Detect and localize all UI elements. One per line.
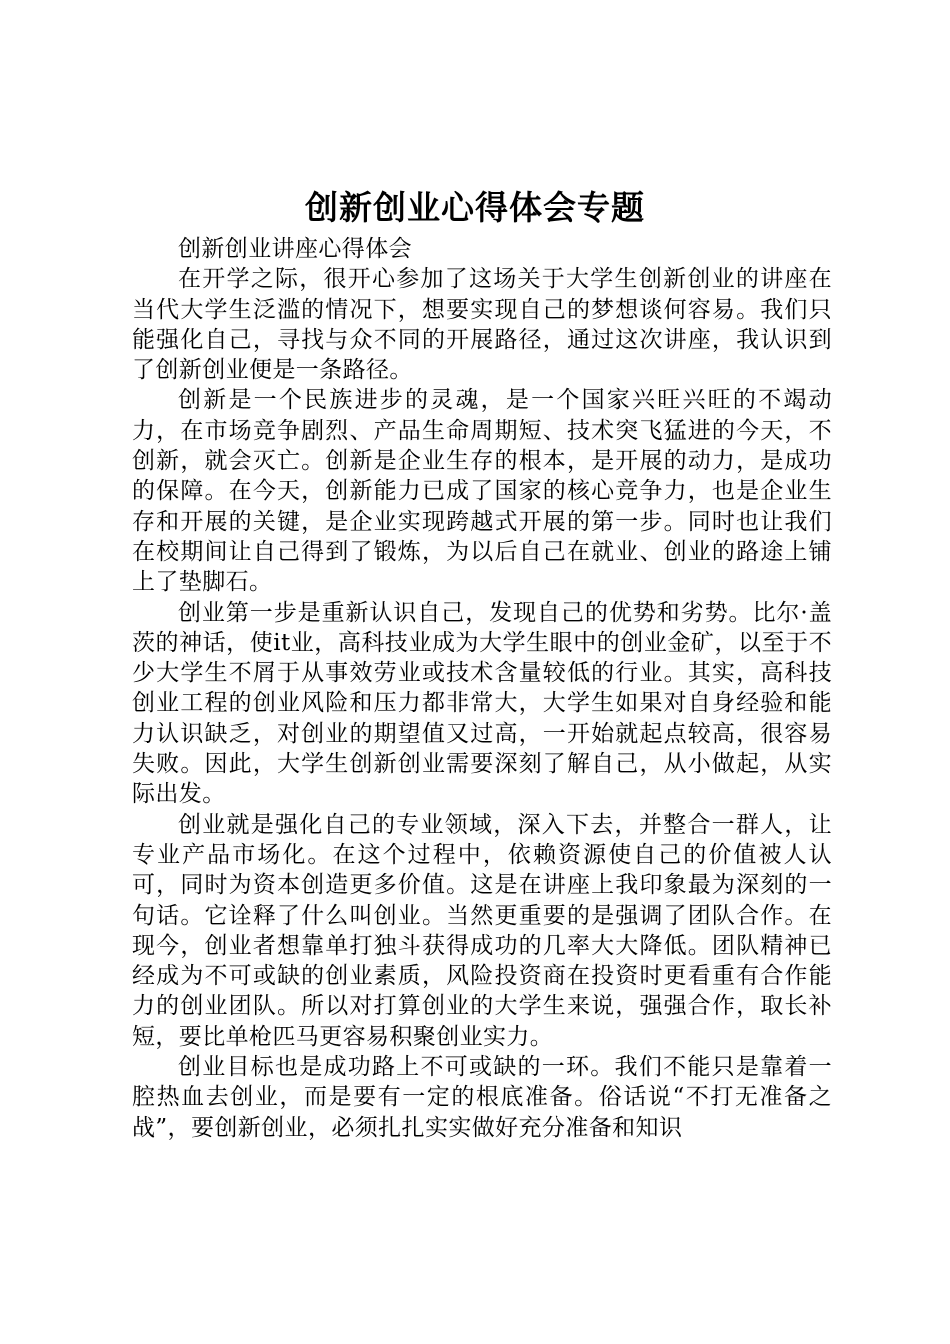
body-paragraph: 创业目标也是成功路上不可或缺的一环。我们不能只是靠着一腔热血去创业，而是要有一定的根底准备。俗话说“不打无准备之战”，要创新创业，必须扎扎实实做好充分准备和知识 — [132, 1054, 832, 1141]
body-paragraph: 在开学之际，很开心参加了这场关于大学生创新创业的讲座在当代大学生泛滥的情况下，想要实现自己的梦想谈何容易。我们只能强化自己，寻找与众不同的开展路径，通过这次讲座，我认识到了创新创业便是一条路径。 — [132, 266, 832, 384]
subtitle-paragraph: 创新创业讲座心得体会 — [178, 236, 412, 262]
body-paragraph: 创新是一个民族进步的灵魂，是一个国家兴旺兴旺的不竭动力，在市场竞争剧烈、产品生命周期短、技术突飞猛进的今天，不创新，就会灭亡。创新是企业生存的根本，是开展的动力，是成功的保障。在今天，创新能力已成了国家的核心竞争力，也是企业生存和开展的关键，是企业实现跨越式开展的第一步。同时也让我们在校期间让自己得到了锻炼，为以后自己在就业、创业的路途上铺上了垫脚石。 — [132, 387, 832, 596]
body-paragraph: 创业就是强化自己的专业领域，深入下去，并整合一群人，让专业产品市场化。在这个过程中，依赖资源使自己的价值被人认可，同时为资本创造更多价值。这是在讲座上我印象最为深刻的一句话。它诠释了什么叫创业。当然更重要的是强调了团队合作。在现今，创业者想靠单打独斗获得成功的几率大大降低。团队精神已经成为不可或缺的创业素质，风险投资商在投资时更看重有合作能力的创业团队。所以对打算创业的大学生来说，强强合作，取长补短，要比单枪匹马更容易积聚创业实力。 — [132, 811, 832, 1050]
body-paragraph: 创业第一步是重新认识自己，发现自己的优势和劣势。比尔·盖茨的神话，使it业，高科技业成为大学生眼中的创业金矿，以至于不少大学生不屑于从事效劳业或技术含量较低的行业。其实，高科技创业工程的创业风险和压力都非常大，大学生如果对自身经验和能力认识缺乏，对创业的期望值又过高，一开始就起点较高，很容易失败。因此，大学生创新创业需要深刻了解自己，从小做起，从实际出发。 — [132, 599, 832, 808]
document-title: 创新创业心得体会专题 — [305, 188, 645, 227]
document-body — [132, 234, 832, 1143]
